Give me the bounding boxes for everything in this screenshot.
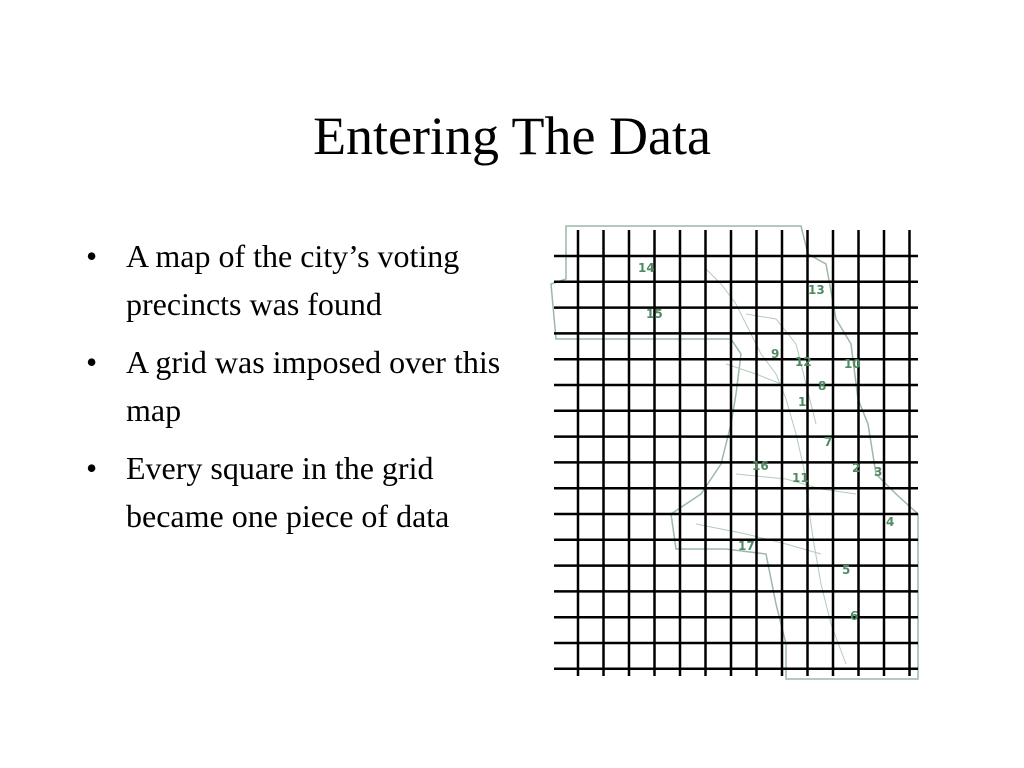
precinct-label: 12	[795, 355, 812, 369]
precinct-label: 11	[792, 471, 809, 485]
precinct-label: 3	[874, 465, 883, 479]
precinct-label: 6	[850, 609, 859, 623]
bullet-marker: •	[86, 238, 98, 274]
grid-lines	[554, 230, 918, 676]
precinct-map-grid	[546, 224, 926, 684]
precinct-label: 17	[738, 539, 755, 553]
precinct-label: 9	[771, 347, 780, 361]
bullet-item	[86, 338, 506, 434]
precinct-label: 16	[752, 459, 769, 473]
bullet-text: A map of the city’s voting precincts was found	[126, 238, 460, 322]
precinct-label: 15	[646, 307, 663, 321]
precinct-label: 8	[818, 379, 827, 393]
bullet-item	[86, 444, 506, 540]
precinct-label: 5	[842, 563, 851, 577]
precinct-label: 14	[638, 261, 655, 275]
precinct-label: 4	[886, 515, 895, 529]
precinct-label: 10	[844, 357, 861, 371]
precinct-label: 2	[852, 461, 861, 475]
bullet-list	[86, 232, 506, 550]
precinct-label: 13	[808, 283, 825, 297]
bullet-marker: •	[86, 450, 98, 486]
precinct-label: 1	[798, 395, 807, 409]
precinct-labels	[638, 261, 894, 623]
precinct-label: 7	[824, 435, 833, 449]
bullet-marker: •	[86, 344, 98, 380]
bullet-item	[86, 232, 506, 328]
precinct-outline	[551, 226, 918, 679]
slide-title: Entering The Data	[313, 106, 711, 166]
bullet-text: A grid was imposed over this map	[126, 344, 501, 428]
precinct-map-figure	[546, 224, 926, 684]
bullet-text: Every square in the grid became one piece of data	[126, 450, 450, 534]
